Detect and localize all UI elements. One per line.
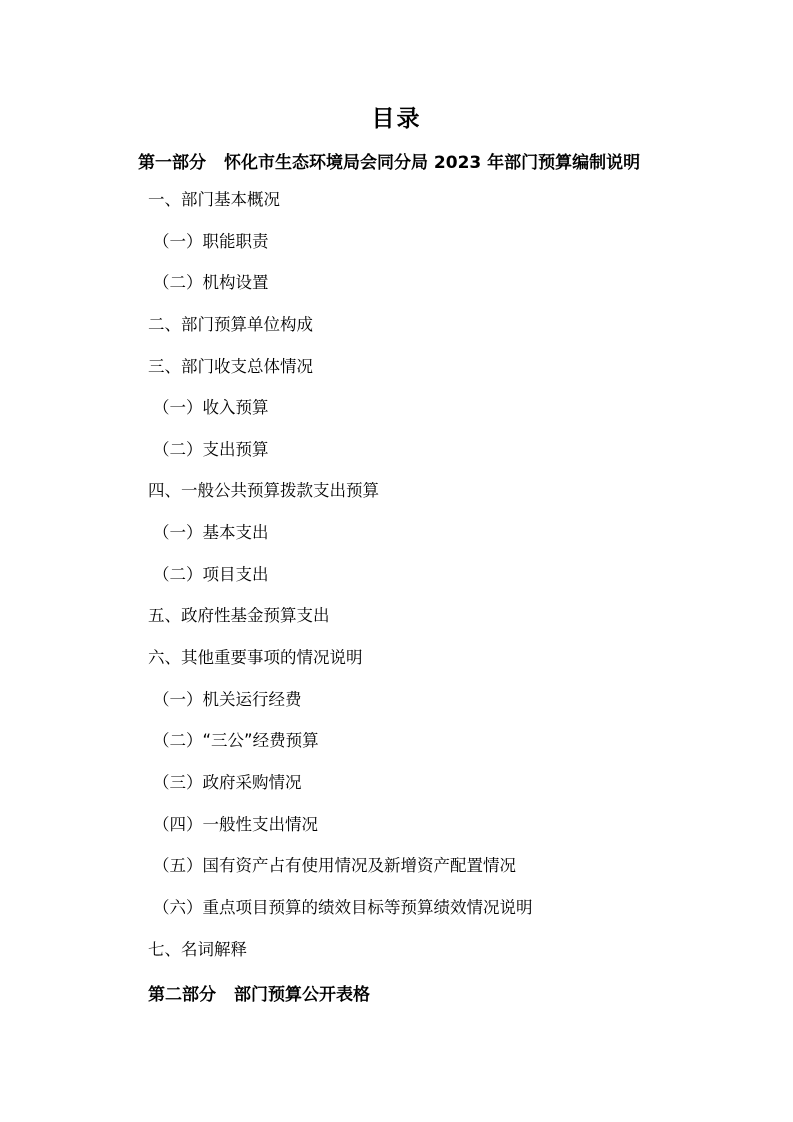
toc-item: （一）收入预算 — [153, 398, 269, 418]
toc-item: （二）机构设置 — [153, 273, 269, 293]
toc-item: 七、名词解释 — [148, 939, 247, 959]
part-two-label: 第二部分 — [148, 985, 216, 1005]
toc-item: （三）政府采购情况 — [153, 772, 302, 792]
part-two-heading — [148, 980, 370, 1005]
toc-item: （五）国有资产占有使用情况及新增资产配置情况 — [153, 856, 516, 876]
toc-item: （一）职能职责 — [153, 231, 269, 251]
toc-item: （四）一般性支出情况 — [153, 814, 318, 834]
toc-item: （二）项目支出 — [153, 564, 269, 584]
toc-item: （一）机关运行经费 — [153, 689, 302, 709]
toc-item: （一）基本支出 — [153, 523, 269, 543]
toc-item: 六、其他重要事项的情况说明 — [148, 648, 363, 668]
toc-item: 五、政府性基金预算支出 — [148, 606, 330, 626]
toc-item: 三、部门收支总体情况 — [148, 356, 313, 376]
toc-item: 二、部门预算单位构成 — [148, 314, 313, 334]
toc-list — [0, 188, 533, 979]
toc-item: （六）重点项目预算的绩效目标等预算绩效情况说明 — [153, 897, 533, 917]
toc-item: （二）“三公”经费预算 — [153, 731, 319, 751]
part-two-title: 部门预算公开表格 — [234, 985, 370, 1005]
toc-item: （二）支出预算 — [153, 439, 269, 459]
toc-item: 一、部门基本概况 — [148, 190, 280, 209]
part-one-title: 怀化市生态环境局会同分局 2023 年部门预算编制说明 — [224, 153, 641, 173]
part-one-heading — [138, 148, 640, 173]
toc-item: 四、一般公共预算拨款支出预算 — [148, 481, 379, 501]
part-one-label: 第一部分 — [138, 153, 206, 173]
toc-title: 目录 — [371, 106, 422, 132]
